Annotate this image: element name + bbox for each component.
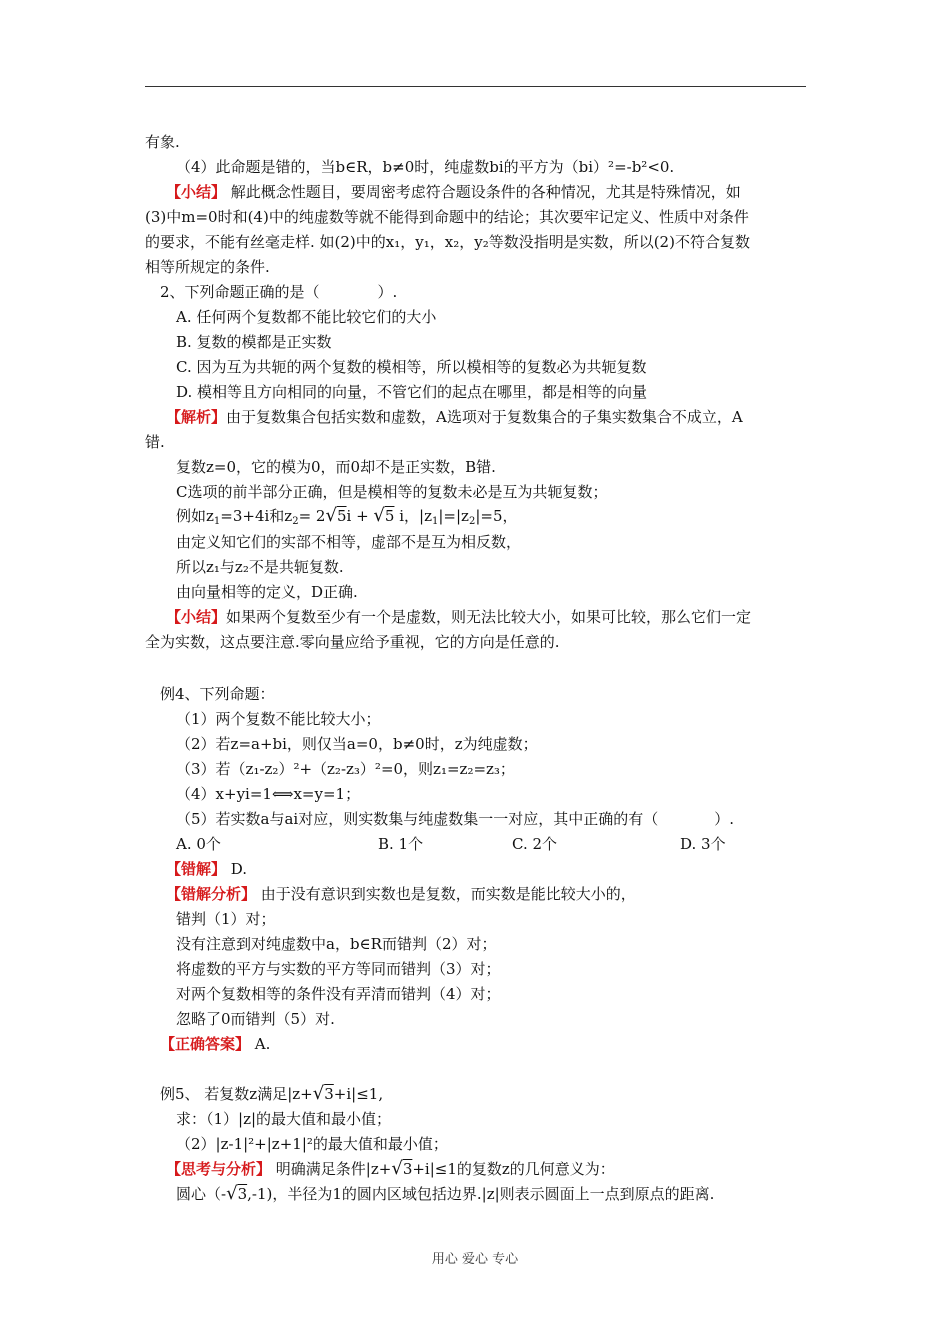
correct-answer-line: 【正确答案】 A. [160,1035,271,1053]
text-line: 相等所规定的条件. [145,258,270,276]
text-line: 错判（1）对； [176,910,276,928]
text-line: (3)中m=0时和(4)中的纯虚数等就不能得到命题中的结论；其次要牢记定义、性质中对条件 [145,208,749,226]
example-4-title: 例4、下列命题： [160,685,275,703]
text-line: （4）此命题是错的，当b∈R，b≠0时，纯虚数bi的平方为（bi）²=-b²<0. [176,158,675,176]
question-stem: 2、下列命题正确的是（ ）. [160,283,398,301]
text-line: 所以z₁与z₂不是共轭复数. [176,558,344,576]
summary-line: 【小结】 解此概念性题目，要周密考虑符合题设条件的各种情况，尤其是特殊情况，如 [166,183,741,201]
proposition-3: （3）若（z₁-z₂）²+（z₂-z₃）²=0，则z₁=z₂=z₃； [176,760,515,778]
summary-tag: 【小结】 [166,608,227,626]
text-line: 复数z=0，它的模为0，而0却不是正实数，B错. [176,458,496,476]
option-a: A. 0个 [176,835,221,853]
text-line: 求：（1）|z|的最大值和最小值； [176,1110,392,1128]
text-line: 将虚数的平方与实数的平方等同而错判（3）对； [176,960,501,978]
option-b: B. 复数的模都是正实数 [176,333,332,351]
option-a: A. 任何两个复数都不能比较它们的大小 [176,308,437,326]
text-line: 错. [145,433,165,451]
proposition-1: （1）两个复数不能比较大小； [176,710,381,728]
analysis-tag: 【解析】 [166,408,227,426]
option-d: D. 模相等且方向相同的向量，不管它们的起点在哪里，都是相等的向量 [176,383,648,401]
text-line: 没有注意到对纯虚数中a，b∈R而错判（2）对； [176,935,497,953]
example-5-title: 例5、 若复数z满足|z+√3+i|≤1, [160,1083,384,1104]
text-line: 全为实数，这点要注意.零向量应给予重视，它的方向是任意的. [145,633,560,651]
option-c: C. 2个 [512,835,558,853]
proposition-4: （4）x+yi=1⟺x=y=1； [176,785,361,803]
proposition-2: （2）若z=a+bi，则仅当a=0，b≠0时，z为纯虚数； [176,735,538,753]
text-line: 由定义知它们的实部不相等，虚部不是互为相反数， [176,533,522,551]
wrong-analysis-line: 【错解分析】 由于没有意识到实数也是复数，而实数是能比较大小的， [166,885,636,903]
example-formula: 例如$z_1=3+4i$和$z_2= 2√5i + √5$ i，$|z_1|=|z_2|=5$， [176,505,518,527]
wrong-answer-line: 【错解】 D. [166,860,248,878]
page-footer: 用心 爱心 专心 [431,1252,519,1267]
text-line: 忽略了0而错判（5）对. [176,1010,335,1028]
text-line: 的要求，不能有丝毫走样. 如(2)中的x₁，y₁，x₂，y₂等数没指明是实数，所以(2)不符合复数 [145,233,750,251]
text-line: 对两个复数相等的条件没有弄清而错判（4）对； [176,985,501,1003]
text-line: C选项的前半部分正确，但是模相等的复数未必是互为共轭复数； [176,483,608,501]
option-b: B. 1个 [378,835,424,853]
text-line: 有象. [145,133,180,151]
summary-line: 【小结】如果两个复数至少有一个是虚数，则无法比较大小，如果可比较，那么它们一定 [166,608,752,626]
text-line: 由向量相等的定义，D正确. [176,583,358,601]
option-c: C. 因为互为共轭的两个复数的模相等，所以模相等的复数必为共轭复数 [176,358,647,376]
text-line: （2）|z-1|²+|z+1|²的最大值和最小值； [176,1135,448,1153]
analysis-line: 【解析】由于复数集合包括实数和虚数，A选项对于复数集合的子集实数集合不成立，A [166,408,743,426]
option-d: D. 3个 [680,835,726,853]
header-rule [145,86,806,87]
summary-tag: 【小结】 [166,183,227,201]
thinking-line: 【思考与分析】 明确满足条件|z+√3+i|≤1的复数z的几何意义为： [166,1158,615,1179]
proposition-5: （5）若实数a与ai对应，则实数集与纯虚数集一一对应，其中正确的有（ ）. [176,810,735,828]
text-line: 圆心（-√3,-1)，半径为1的圆内区域包括边界.|z|则表示圆面上一点到原点的距离. [176,1183,715,1204]
